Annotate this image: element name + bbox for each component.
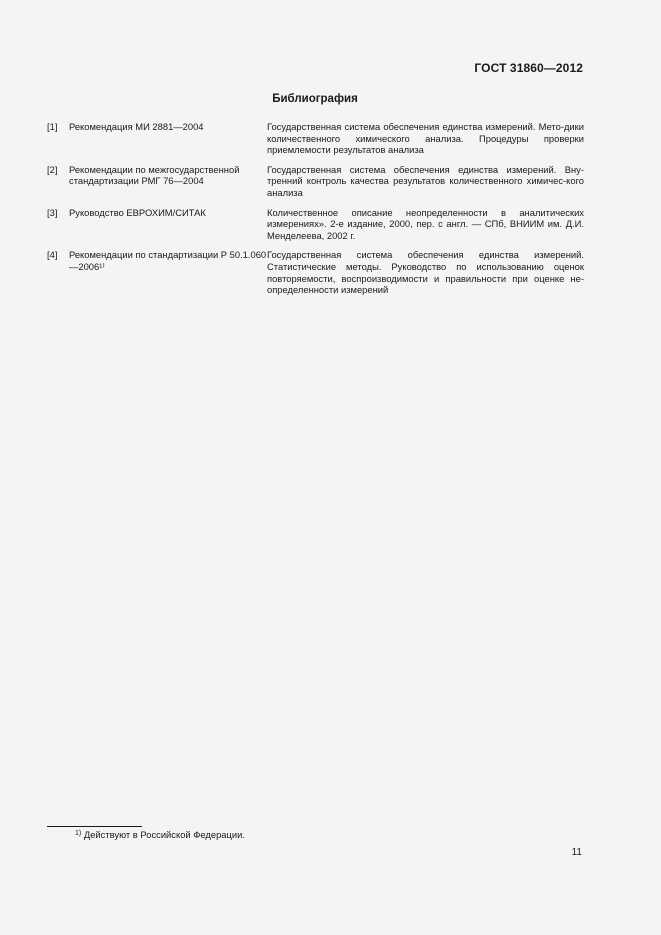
entry-description: Количественное описание неопределенности в аналитических измерениях». 2-е издание, 2000, пер. с англ. — СПб, ВНИИМ им. Д.И. Менделеева, 2002 г.: [267, 206, 584, 241]
entry-number: [2]: [47, 163, 58, 175]
entry-number: [4]: [47, 249, 58, 261]
entry-document: [69, 249, 267, 295]
footnote-divider: [47, 826, 142, 827]
entry-document: [69, 207, 267, 242]
entry-document-title: Рекомендации по стандартизации Р 50.1.060—2006: [69, 249, 267, 272]
section-title: Библиография: [272, 93, 358, 105]
entry-document-title: Руководство ЕВРОХИМ/СИТАК: [69, 206, 206, 218]
footnote: [75, 829, 245, 840]
standard-code: ГОСТ 31860—2012: [474, 61, 583, 75]
entry-document-title: Рекомендация МИ 2881—2004: [69, 121, 204, 132]
entry-description: Государственная система обеспечения единства измерений. Мето-дики количественного химического анализа. Процедуры проверки приемлемости результатов анализа: [267, 121, 584, 156]
bibliography-entry: [47, 121, 584, 156]
bibliography-entry: [47, 164, 584, 199]
footnote-text: Действуют в Российской Федерации.: [83, 829, 245, 840]
page-number: 11: [571, 847, 582, 858]
bibliography-entry: [47, 249, 584, 295]
entry-number: [3]: [47, 206, 58, 218]
entry-description: Государственная система обеспечения единства измерений. Статистические методы. Руководство по использованию оценок повторяемости, воспроизводимости и правильности при оценке не-определенности измерений: [267, 249, 584, 296]
entry-description: Государственная система обеспечения единства измерений. Вну-тренний контроль качества результатов количественного химичес-кого анализа: [267, 163, 584, 198]
entry-document-title: Рекомендации по межгосударственной стандартизации РМГ 76—2004: [69, 163, 240, 187]
entry-document: [69, 121, 267, 156]
bibliography-entry: [47, 207, 584, 242]
footnote-marker: 1): [75, 830, 82, 837]
footnote-reference: ¹⁾: [99, 260, 105, 272]
entry-number: [1]: [47, 121, 58, 132]
bibliography-list: [47, 121, 584, 304]
entry-document: [69, 164, 267, 199]
